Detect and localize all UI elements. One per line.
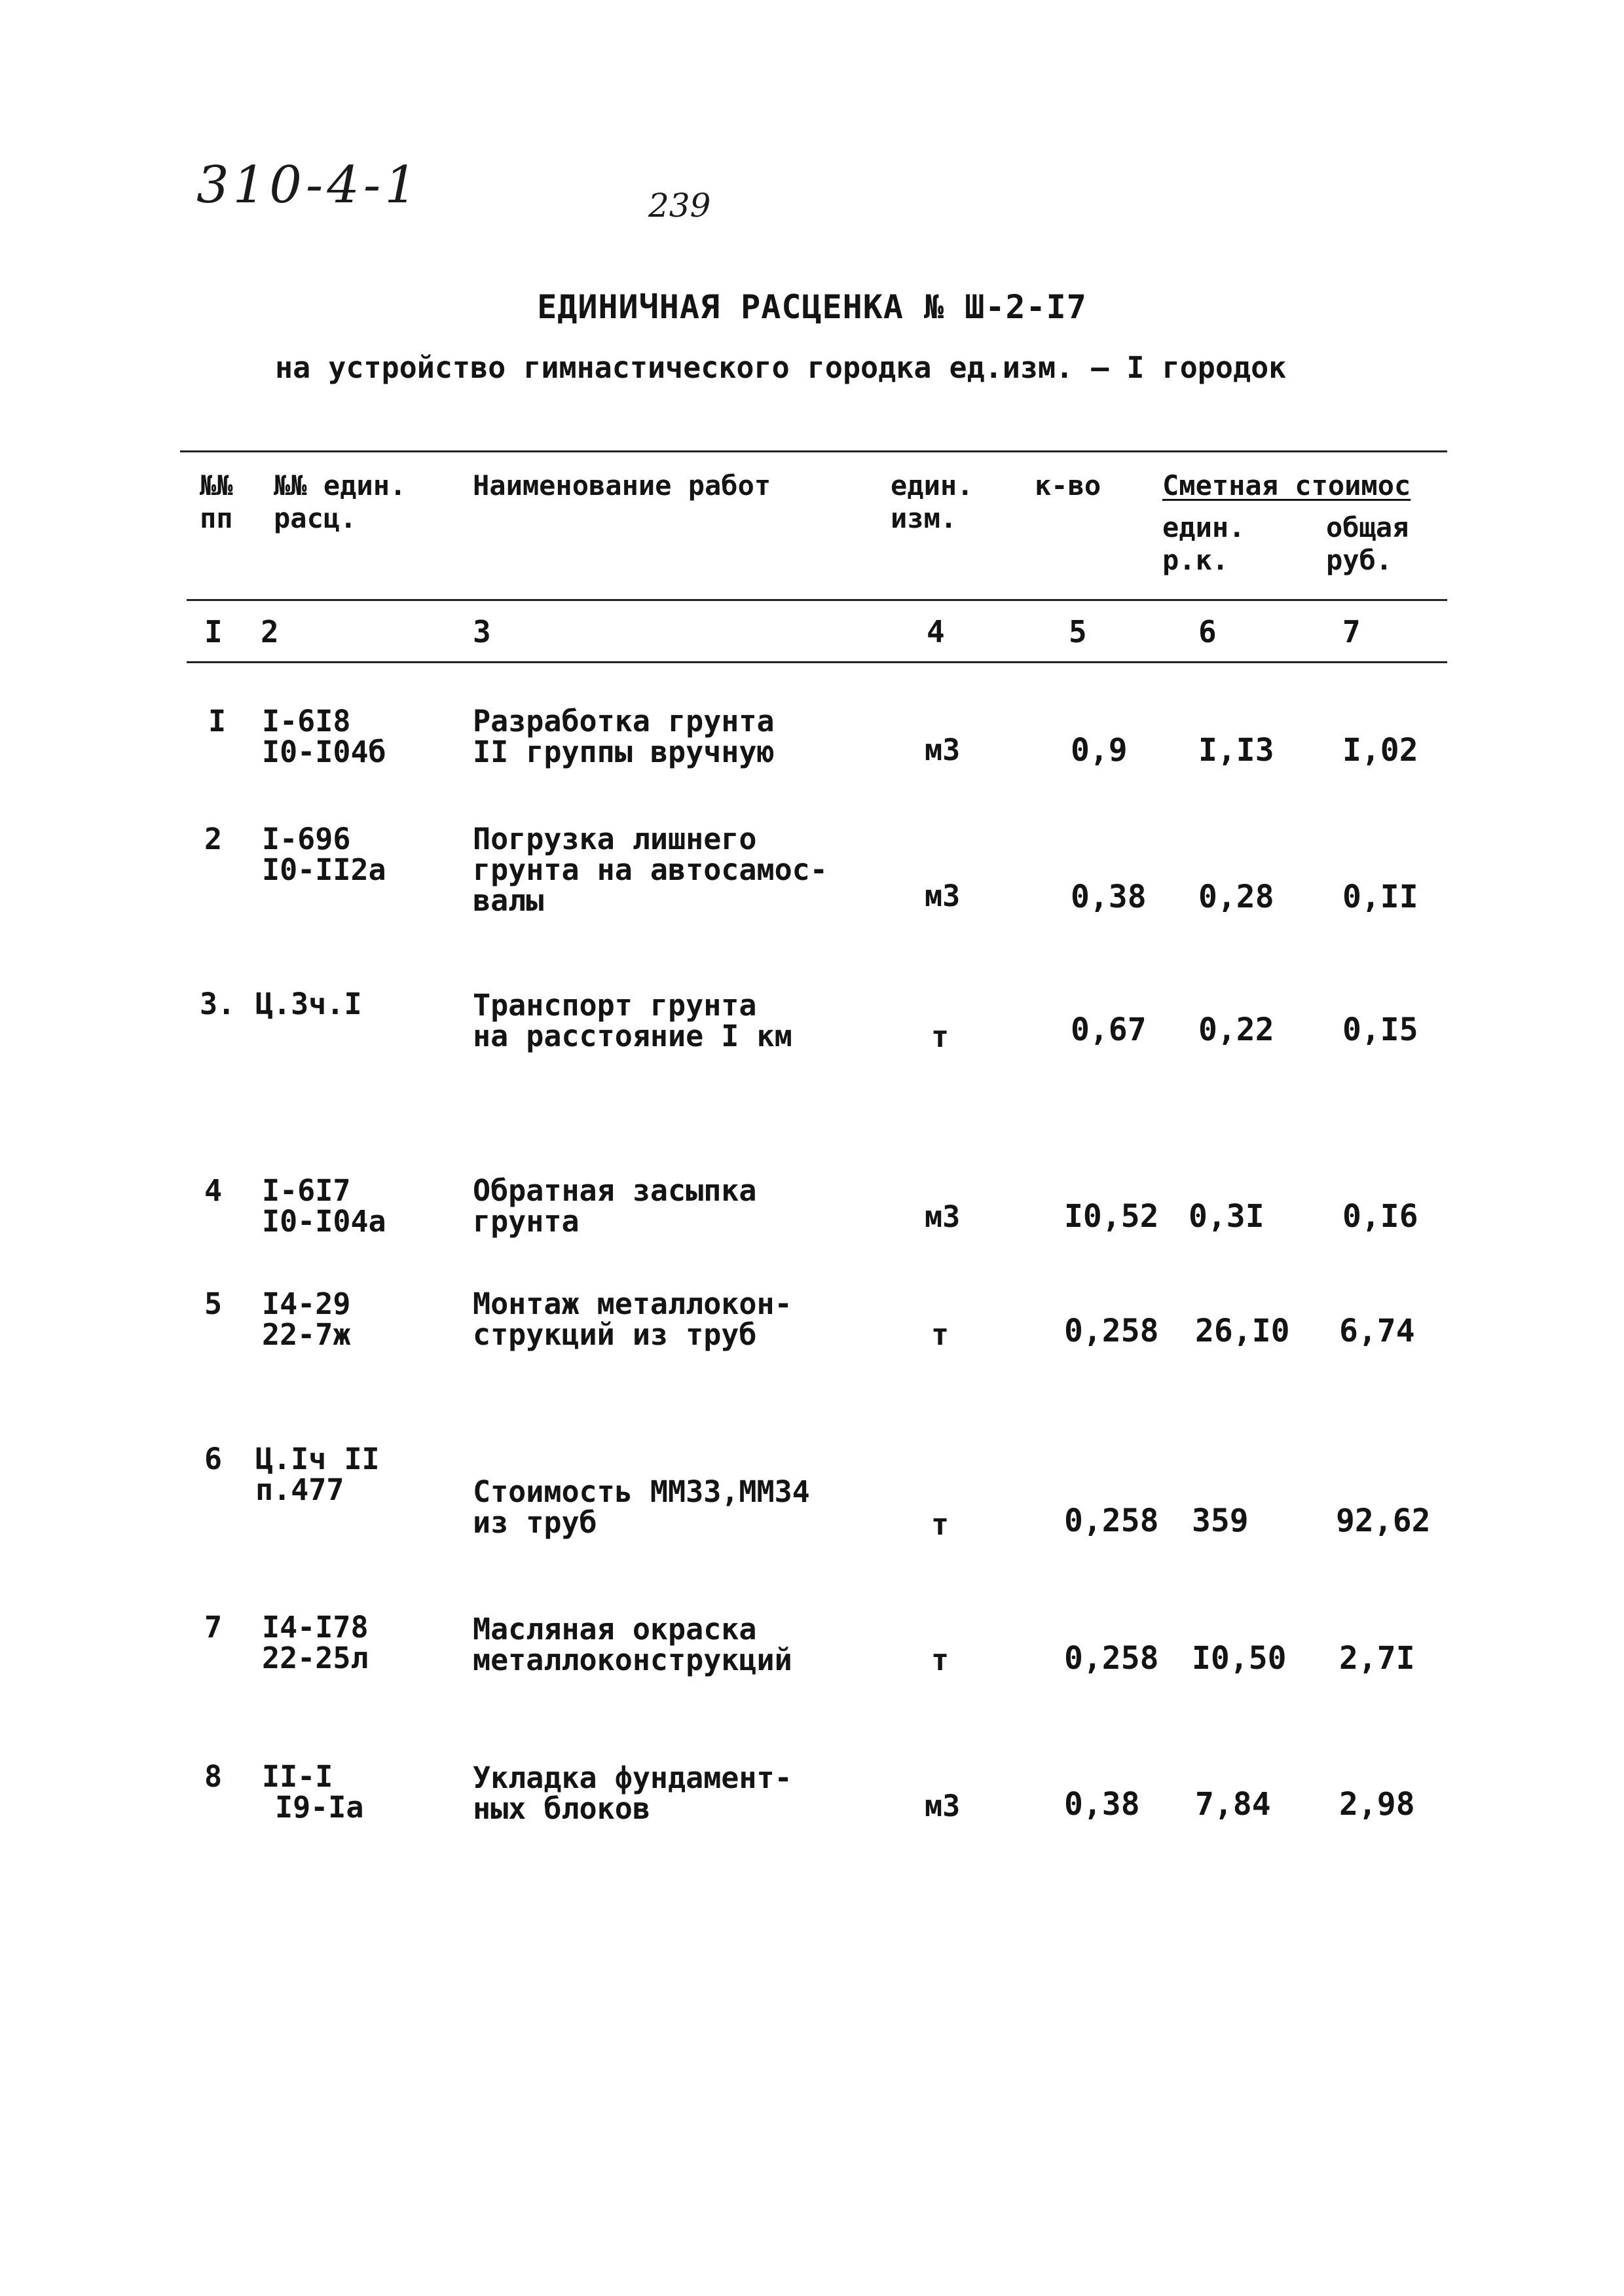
row-number: 2: [204, 822, 223, 856]
unit: т: [931, 1019, 950, 1054]
total-cost: 2,7I: [1339, 1640, 1415, 1677]
work-name-line: Разработка грунта: [473, 704, 775, 738]
header-cost-unit-top: един.: [1162, 511, 1246, 543]
header-bottom-rule: [187, 599, 1447, 601]
work-name-line: Транспорт грунта: [473, 988, 757, 1023]
row-number: 3.: [200, 987, 236, 1021]
quantity: 0,258: [1064, 1313, 1159, 1349]
column-number: 5: [1069, 614, 1087, 649]
row-number: 6: [204, 1442, 223, 1476]
rate-code-secondary: I0-II2а: [262, 852, 386, 887]
total-cost: 0,II: [1342, 879, 1418, 915]
total-cost: 92,62: [1336, 1503, 1431, 1539]
unit-cost: 359: [1192, 1503, 1249, 1539]
work-name-line: на расстояние I км: [473, 1019, 792, 1053]
work-name-line: грунта: [473, 1204, 580, 1239]
work-name-line: II группы вручную: [473, 735, 775, 769]
total-cost: 0,I6: [1342, 1198, 1418, 1235]
row-number: 5: [204, 1286, 223, 1321]
rate-code: I-6I7: [262, 1173, 351, 1208]
header-work-name: Наименование работ: [473, 469, 771, 501]
quantity: 0,38: [1064, 1786, 1140, 1823]
table-top-rule: [180, 450, 1447, 452]
header-pp-top: №№: [200, 469, 233, 501]
unit-cost: 0,3I: [1189, 1198, 1264, 1235]
header-unit-bottom: изм.: [891, 502, 957, 534]
total-cost: 6,74: [1339, 1313, 1415, 1349]
header-pp-bottom: пп: [200, 502, 233, 534]
work-name-line: валы: [473, 883, 544, 918]
total-cost: 0,I5: [1342, 1011, 1418, 1048]
header-estimated-cost: Сметная стоимос: [1162, 469, 1411, 501]
unit-cost: 7,84: [1195, 1786, 1271, 1823]
unit-cost: 0,28: [1198, 879, 1274, 915]
total-cost: 2,98: [1339, 1786, 1415, 1823]
column-number: 2: [261, 614, 279, 649]
unit: т: [931, 1643, 950, 1677]
rate-code-secondary: п.477: [255, 1472, 344, 1507]
header-cost-unit-bottom: р.к.: [1162, 544, 1229, 576]
unit: м3: [925, 879, 961, 913]
header-rate-bottom: расц.: [274, 502, 357, 534]
work-name-line: ных блоков: [473, 1791, 650, 1826]
unit-cost: I,I3: [1198, 732, 1274, 769]
row-number: 4: [204, 1173, 223, 1208]
column-numbers-rule: [187, 661, 1447, 663]
rate-code-secondary: 22-25л: [262, 1641, 369, 1675]
unit: т: [931, 1317, 950, 1352]
rate-code: II-I: [262, 1759, 333, 1794]
unit-cost: I0,50: [1192, 1640, 1287, 1677]
rate-code: Ц.Iч II: [255, 1442, 380, 1476]
quantity: 0,258: [1064, 1503, 1159, 1539]
row-number: 7: [204, 1610, 223, 1645]
page-number: 239: [648, 187, 711, 225]
work-name-line: Монтаж металлокон-: [473, 1286, 792, 1321]
rate-code-secondary: 22-7ж: [262, 1317, 351, 1352]
quantity: 0,9: [1071, 732, 1128, 769]
work-name-line: Масляная окраска: [473, 1612, 757, 1647]
column-number: 3: [473, 614, 491, 649]
row-number: 8: [204, 1759, 223, 1794]
header-quantity: к-во: [1035, 469, 1101, 501]
rate-code: I4-29: [262, 1286, 351, 1321]
work-name-line: грунта на автосамос-: [473, 852, 828, 887]
work-name-line: Погрузка лишнего: [473, 822, 757, 856]
unit-cost: 26,I0: [1195, 1313, 1290, 1349]
work-name-line: струкций из труб: [473, 1317, 757, 1352]
work-name-line: Стоимость ММ33,ММ34: [473, 1474, 810, 1509]
document-title: ЕДИНИЧНАЯ РАСЦЕНКА № Ш-2-I7: [537, 288, 1087, 326]
column-number: 4: [927, 614, 945, 649]
quantity: 0,67: [1071, 1011, 1147, 1048]
quantity: I0,52: [1064, 1198, 1159, 1235]
rate-code-secondary: I9-Iа: [275, 1790, 364, 1825]
document-subtitle: на устройство гимнастического городка ед.изм. – I городок: [275, 350, 1287, 385]
work-name-line: Укладка фундамент-: [473, 1760, 792, 1795]
rate-code: I4-I78: [262, 1610, 369, 1645]
unit: м3: [925, 1789, 961, 1823]
unit: м3: [925, 1199, 961, 1234]
unit-cost: 0,22: [1198, 1011, 1274, 1048]
quantity: 0,38: [1071, 879, 1147, 915]
header-cost-total-bottom: руб.: [1326, 544, 1393, 576]
quantity: 0,258: [1064, 1640, 1159, 1677]
header-cost-total-top: общая: [1326, 511, 1409, 543]
rate-code-secondary: I0-I04а: [262, 1204, 386, 1239]
header-rate-top: №№ един.: [274, 469, 407, 501]
unit: м3: [925, 733, 961, 767]
rate-code: I-6I8: [262, 704, 351, 738]
column-number: 7: [1342, 614, 1361, 649]
unit: т: [931, 1507, 950, 1542]
row-number: I: [208, 704, 227, 738]
column-number: I: [204, 614, 223, 649]
work-name-line: Обратная засыпка: [473, 1173, 757, 1208]
header-unit-top: един.: [891, 469, 974, 501]
work-name-line: из труб: [473, 1505, 597, 1540]
document-code: 310-4-1: [196, 156, 421, 215]
column-number: 6: [1198, 614, 1217, 649]
rate-code: Ц.3ч.I: [255, 987, 362, 1021]
work-name-line: металлоконструкций: [473, 1643, 792, 1677]
rate-code-secondary: I0-I04б: [262, 735, 386, 769]
total-cost: I,02: [1342, 732, 1418, 769]
rate-code: I-696: [262, 822, 351, 856]
